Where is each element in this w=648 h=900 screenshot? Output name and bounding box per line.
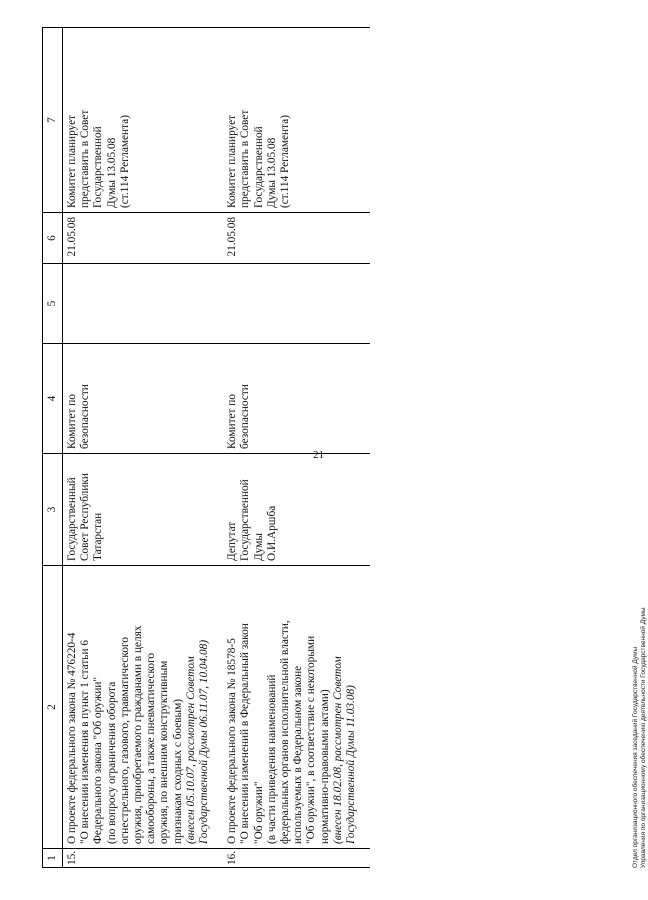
header-row xyxy=(43,28,63,868)
committee-line: безопасности xyxy=(239,384,252,449)
footer xyxy=(632,607,648,868)
column-header: 6 xyxy=(43,213,63,264)
column-5-cell xyxy=(223,264,370,344)
bill-desc-line: огнестрельного, газового, травматического xyxy=(118,637,131,844)
status-line: Государственной xyxy=(92,126,105,208)
footer-line: Отдел организационного обеспечения заседаний Государственной Думы xyxy=(632,646,639,868)
row-number: 16. xyxy=(223,849,370,868)
bill-note: Государственной Думы 06.11.07, 10.04.08) xyxy=(198,639,211,844)
footer-line: Управления по организационному обеспечению деятельности Государственной Думы xyxy=(640,607,647,868)
status-cell xyxy=(63,28,224,213)
bill-desc-line: оружия, приобретаемого гражданами в целях xyxy=(132,625,145,844)
bill-title: О проекте федерального закона № 18578-5 xyxy=(226,638,239,844)
status-cell xyxy=(223,28,370,213)
bill-desc-line: Федерального закона "Об оружии" xyxy=(92,676,105,844)
initiator-line: Государственный xyxy=(66,477,78,561)
date-cell: 21.05.08 xyxy=(63,213,224,264)
column-header: 7 xyxy=(43,28,63,213)
bill-description-cell xyxy=(223,566,370,849)
row-number: 15. xyxy=(63,849,224,868)
column-header: 1 xyxy=(43,849,63,868)
bill-desc-line: нормативно-правовыми актами) xyxy=(318,689,331,844)
status-line: Государственной xyxy=(252,126,265,208)
date-cell: 21.05.08 xyxy=(223,213,370,264)
bill-desc-line: "Об оружии", в соответствие с некоторыми xyxy=(305,635,318,844)
status-line: представить в Совет xyxy=(239,109,252,208)
bill-desc-line: оружия, по внешним конструктивным xyxy=(158,660,171,844)
status-line: Комитет планирует xyxy=(226,114,239,208)
initiator-line: О.И.Аршба xyxy=(265,505,278,561)
column-header: 5 xyxy=(43,264,63,344)
bills-table xyxy=(42,27,370,868)
column-header: 4 xyxy=(43,344,63,454)
column-header: 2 xyxy=(43,566,63,849)
bill-title: О проекте федерального закона № 476220-4 xyxy=(66,632,78,844)
bill-desc-line: федеральных органов исполнительной власти, xyxy=(279,620,292,844)
table-row xyxy=(63,28,224,868)
status-line: представить в Совет xyxy=(79,109,92,208)
column-header: 3 xyxy=(43,454,63,566)
bill-desc-line: (по вопросу ограничения оборота xyxy=(105,681,118,844)
committee-line: Комитет по xyxy=(226,393,239,449)
bill-note: Государственной Думы 11.03.08) xyxy=(345,685,358,844)
bill-desc-line: признакам сходных с боевым) xyxy=(171,698,184,844)
status-line: Думы 13.05.08 xyxy=(265,137,278,208)
status-line: (ст.114 Регламента) xyxy=(118,115,131,208)
initiator-line: Думы xyxy=(252,533,265,561)
page-number: 21 xyxy=(313,449,324,461)
initiator-cell xyxy=(63,454,224,566)
initiator-cell xyxy=(223,454,370,566)
bill-description-cell xyxy=(63,566,224,849)
initiator-line: Депутат xyxy=(226,521,239,561)
status-line: (ст.114 Регламента) xyxy=(279,115,292,208)
bill-desc-line: "О внесении изменения в пункт 1 статьи 6 xyxy=(79,640,92,844)
status-line: Комитет планирует xyxy=(66,114,78,208)
bill-desc-line: используемых в Федеральном законе xyxy=(292,665,305,844)
bill-note: (внесен 18.02.08, рассмотрен Советом xyxy=(331,656,344,844)
bill-desc-line: (в части приведения наименований xyxy=(265,674,278,844)
bill-note: (внесен 05.10.07, рассмотрен Советом xyxy=(184,656,197,844)
status-line: Думы 13.05.08 xyxy=(105,137,118,208)
committee-line: Комитет по xyxy=(66,393,78,449)
bill-desc-line: "О внесении изменений в Федеральный закон xyxy=(239,623,252,844)
committee-line: безопасности xyxy=(79,384,92,449)
column-5-cell xyxy=(63,264,224,344)
bill-desc-line: "Об оружии" xyxy=(252,781,265,844)
committee-cell xyxy=(63,344,224,454)
initiator-line: Совет Республики xyxy=(79,473,92,561)
rotated-document-page xyxy=(42,28,647,868)
table-row xyxy=(223,28,370,868)
initiator-line: Татарстан xyxy=(92,512,105,561)
committee-cell xyxy=(223,344,370,454)
initiator-line: Государственной xyxy=(239,479,252,561)
bill-desc-line: самообороны, а также пневматического xyxy=(145,652,158,844)
